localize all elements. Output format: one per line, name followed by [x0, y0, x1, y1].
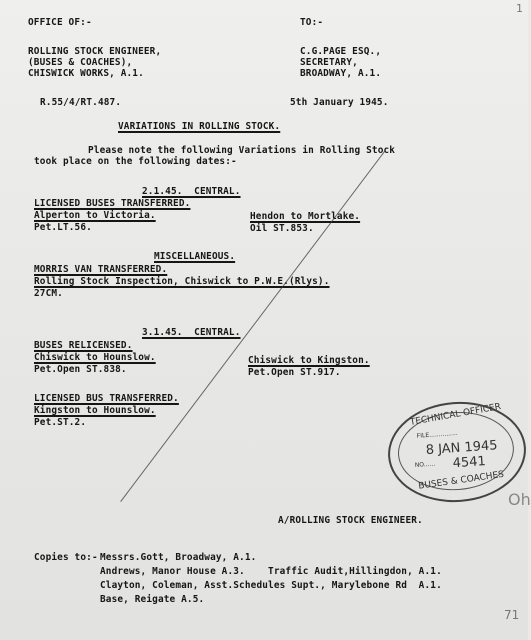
document-title: VARIATIONS IN ROLLING STOCK.	[118, 121, 281, 132]
stamp-file-label: FILE...............	[416, 429, 458, 440]
route-text: Alperton to Victoria.	[34, 210, 156, 221]
document-date: 5th January 1945.	[290, 97, 389, 108]
from-line-2: (BUSES & COACHES),	[28, 57, 133, 68]
fleet-text: Pet.Open ST.917.	[248, 367, 341, 378]
subsection-heading: MORRIS VAN TRANSFERRED.	[34, 264, 168, 275]
fleet-text: Pet.LT.56.	[34, 222, 92, 233]
route-text: Chiswick to Kingston.	[248, 355, 370, 366]
copies-label: Copies to:-	[34, 552, 98, 563]
subsection-heading: LICENSED BUS TRANSFERRED.	[34, 393, 179, 404]
margin-mark-right: Oh	[508, 490, 531, 509]
fleet-text: Oil ST.853.	[250, 223, 314, 234]
copies-line-3: Clayton, Coleman, Asst.Schedules Supt., Marylebone Rd A.1.	[100, 580, 442, 591]
to-line-1: C.G.PAGE ESQ.,	[300, 46, 382, 57]
fleet-text: Pet.Open ST.838.	[34, 364, 127, 375]
copies-line-1: Messrs.Gott, Broadway, A.1.	[100, 552, 257, 563]
to-label: TO:-	[300, 17, 324, 28]
stamp-number: 4541	[452, 454, 487, 472]
intro-line-1: Please note the following Variations in Rolling Stock	[88, 145, 396, 156]
route-text: Chiswick to Hounslow.	[34, 352, 156, 363]
body-line: Rolling Stock Inspection, Chiswick to P.W.E.(Rlys).	[34, 276, 330, 287]
signature-line: A/ROLLING STOCK ENGINEER.	[278, 515, 423, 526]
margin-mark-top: 1	[516, 2, 523, 15]
stamp-date: 8 JAN 1945	[425, 438, 499, 459]
subsection-heading: BUSES RELICENSED.	[34, 340, 133, 351]
to-line-3: BROADWAY, A.1.	[300, 68, 382, 79]
section-heading: 2.1.45. CENTRAL.	[142, 186, 241, 197]
route-text: Kingston to Hounslow.	[34, 405, 156, 416]
section-heading: 3.1.45. CENTRAL.	[142, 327, 241, 338]
reference-number: R.55/4/RT.487.	[40, 97, 122, 108]
section-heading: MISCELLANEOUS.	[154, 251, 236, 262]
subsection-heading: LICENSED BUSES TRANSFERRED.	[34, 198, 191, 209]
fleet-text: Pet.ST.2.	[34, 417, 87, 428]
stamp-bottom-text: BUSES & COACHES	[417, 469, 505, 492]
from-label: OFFICE OF:-	[28, 17, 92, 28]
body-line: 27CM.	[34, 288, 63, 299]
stamp-no-label: NO......	[414, 460, 436, 469]
to-line-2: SECRETARY,	[300, 57, 358, 68]
copies-line-4: Base, Reigate A.5.	[100, 594, 205, 605]
route-text: Hendon to Mortlake.	[250, 211, 361, 222]
from-line-3: CHISWICK WORKS, A.1.	[28, 68, 144, 79]
stamp-top-text: TECHNICAL OFFICER	[409, 402, 502, 428]
margin-mark-bottom: 71	[504, 608, 520, 622]
copies-line-2: Andrews, Manor House A.3. Traffic Audit,Hillingdon, A.1.	[100, 566, 442, 577]
from-line-1: ROLLING STOCK ENGINEER,	[28, 46, 162, 57]
intro-line-2: took place on the following dates:-	[34, 156, 237, 167]
